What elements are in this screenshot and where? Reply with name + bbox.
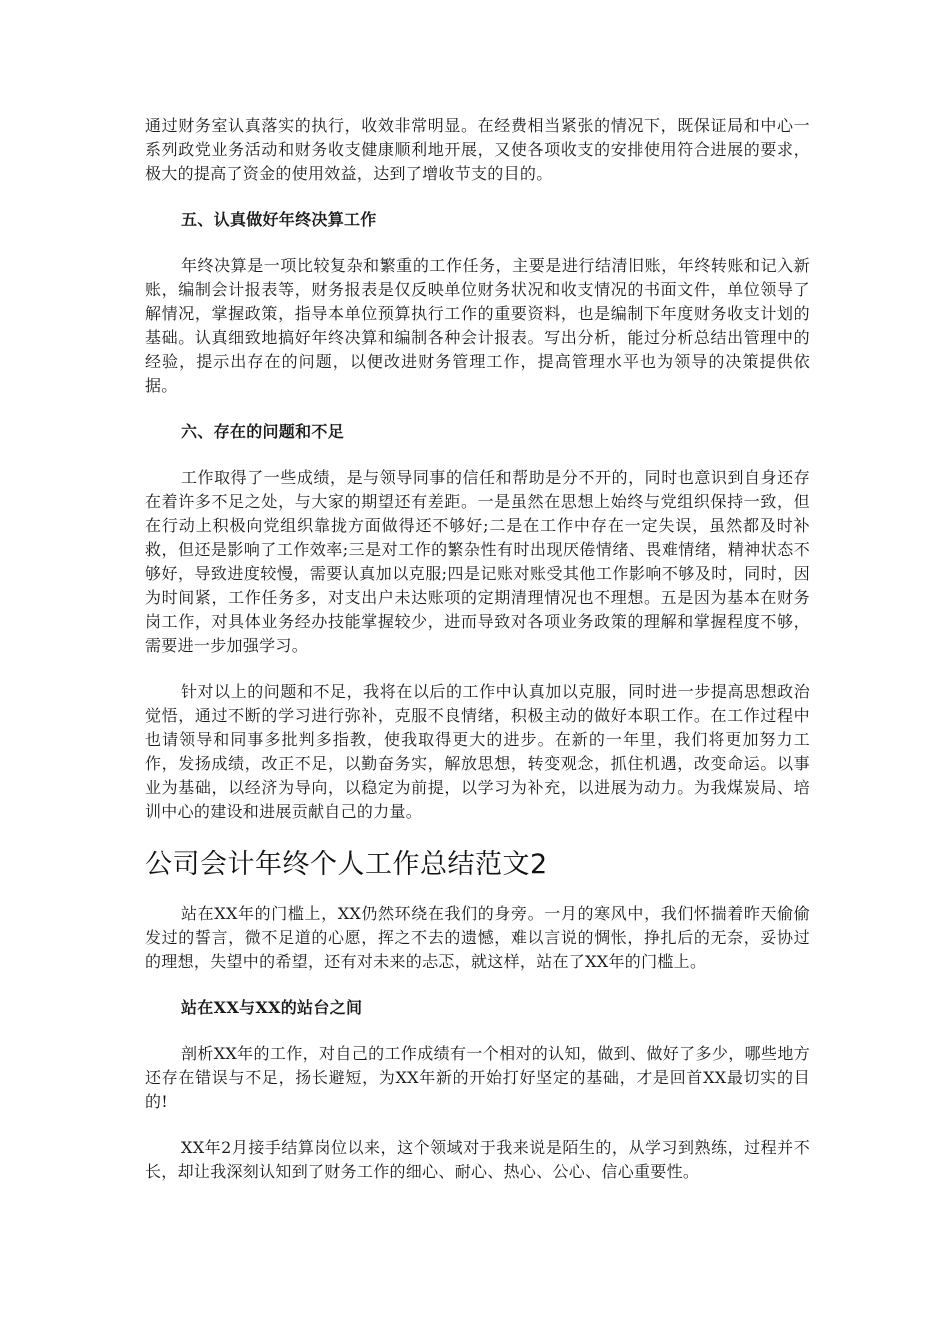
- article-intro-paragraph: 站在XX年的门槛上，XX仍然环绕在我们的身旁。一月的寒风中，我们怀揣着昨天偷偷发过的誓言，微不足道的心愿，挥之不去的遗憾，难以言说的惆怅，挣扎后的无奈，妥协过的理想，失望中的希望，还有对未来的忐忑，就这样，站在了XX年的门槛上。: [145, 904, 810, 971]
- section-heading-problems: 六、存在的问题和不足: [181, 422, 345, 441]
- year-end-accounts-paragraph: 年终决算是一项比较复杂和繁重的工作任务，主要是进行结清旧账，年终转账和记入新账，编制会计报表等，财务报表是仅反映单位财务状况和收支情况的书面文件，单位领导了解情况，掌握政策，指导本单位预算执行工作的重要资料，也是编制下年度财务收支计划的基础。认真细致地搞好年终决算和编制各种会计报表。写出分析，能过分析总结出管理中的经验，提示出存在的问题，以便改进财务管理工作，提高管理水平也为领导的决策提供依据。: [145, 256, 810, 395]
- section-heading-year-end-accounts: 五、认真做好年终决算工作: [181, 210, 377, 229]
- improvement-paragraph: 针对以上的问题和不足，我将在以后的工作中认真加以克服，同时进一步提高思想政治觉悟，通过不断的学习进行弥补，克服不良情绪，积极主动的做好本职工作。在工作过程中也请领导和同事多批判多指教，使我取得更大的进步。在新的一年里，我们将更加努力工作，发扬成绩，改正不足，以勤奋务实，解放思想，转变观念，抓住机遇，改变命运。以事业为基础，以经济为导向，以稳定为前提，以学习为补充，以进展为动力。为我煤炭局、培训中心的建设和进展贡献自己的力量。: [145, 682, 810, 821]
- settlement-paragraph: XX年2月接手结算岗位以来，这个领域对于我来说是陌生的，从学习到熟练，过程并不长，却让我深刻认知到了财务工作的细心、耐心、热心、公心、信心重要性。: [145, 1138, 810, 1181]
- review-paragraph: 剖析XX年的工作，对自己的工作成绩有一个相对的认知，做到、做好了多少，哪些地方还存在错误与不足，扬长避短，为XX年新的开始打好坚定的基础，才是回首XX最切实的目的!: [145, 1044, 810, 1111]
- article-title: 公司会计年终个人工作总结范文2: [145, 849, 548, 880]
- document-body: [145, 114, 810, 1206]
- continued-paragraph: 通过财务室认真落实的执行，收效非常明显。在经费相当紧张的情况下，既保证局和中心一系列政党业务活动和财务收支健康顺利地开展，又使各项收支的安排使用符合进展的要求，极大的提高了资金的使用效益，达到了增收节支的目的。: [145, 116, 810, 183]
- article-subheading: 站在XX与XX的站台之间: [181, 998, 363, 1017]
- problems-paragraph: 工作取得了一些成绩，是与领导同事的信任和帮助是分不开的，同时也意识到自身还存在着许多不足之处，与大家的期望还有差距。一是虽然在思想上始终与党组织保持一致，但在行动上积极向党组织靠拢方面做得还不够好;二是在工作中存在一定失误，虽然都及时补救，但还是影响了工作效率;三是对工作的繁杂性有时出现厌倦情绪、畏难情绪，精神状态不够好，导致进度较慢，需要认真加以克服;四是记账对账受其他工作影响不够及时，同时，因为时间紧，工作任务多，对支出户未达账项的定期清理情况也不理想。五是因为基本在财务岗工作，对具体业务经办技能掌握较少，进而导致对各项业务政策的理解和掌握程度不够，需要进一步加强学习。: [145, 468, 810, 655]
